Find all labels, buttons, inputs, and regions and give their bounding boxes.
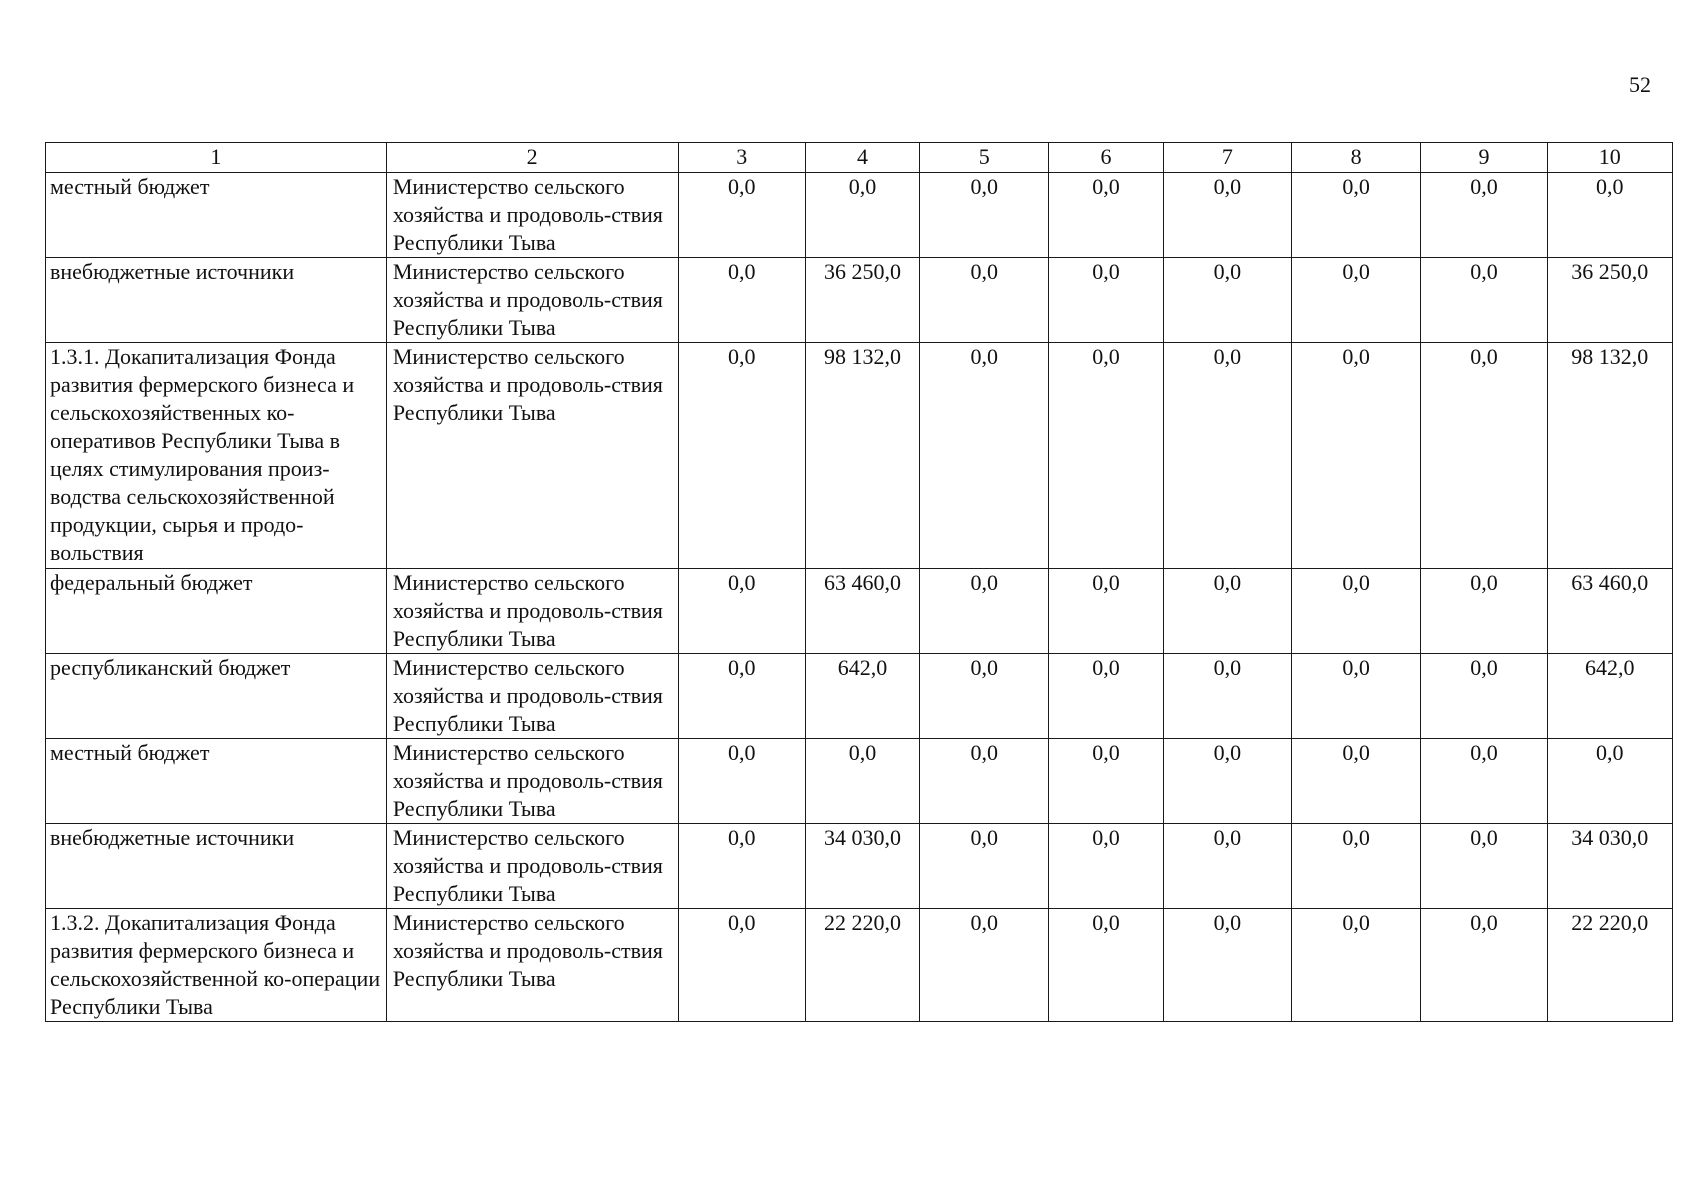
row-value: 22 220,0 <box>805 909 919 1022</box>
column-header: 10 <box>1547 143 1672 173</box>
row-executor: Министерство сельского хозяйства и продоволь-ствия Республики Тыва <box>386 569 678 654</box>
row-value: 0,0 <box>1421 173 1547 258</box>
row-value: 0,0 <box>1421 258 1547 343</box>
table-row <box>46 569 1673 654</box>
row-value: 0,0 <box>1049 258 1163 343</box>
row-value: 0,0 <box>678 739 805 824</box>
row-executor: Министерство сельского хозяйства и продоволь-ствия Республики Тыва <box>386 824 678 909</box>
row-value: 0,0 <box>1163 739 1291 824</box>
row-value: 0,0 <box>1049 739 1163 824</box>
row-executor: Министерство сельского хозяйства и продоволь-ствия Республики Тыва <box>386 258 678 343</box>
row-name: местный бюджет <box>46 739 387 824</box>
column-header: 5 <box>920 143 1049 173</box>
table-row <box>46 258 1673 343</box>
table-row <box>46 909 1673 1022</box>
financing-table <box>45 142 1673 1022</box>
row-value: 0,0 <box>1421 343 1547 569</box>
row-value: 0,0 <box>1547 173 1672 258</box>
row-value: 22 220,0 <box>1547 909 1672 1022</box>
row-value: 0,0 <box>1163 654 1291 739</box>
table-row <box>46 173 1673 258</box>
table-row <box>46 343 1673 569</box>
column-header: 1 <box>46 143 387 173</box>
row-value: 0,0 <box>678 569 805 654</box>
row-value: 0,0 <box>805 173 919 258</box>
table-row <box>46 824 1673 909</box>
column-header: 6 <box>1049 143 1163 173</box>
row-value: 0,0 <box>1163 824 1291 909</box>
row-value: 0,0 <box>1163 173 1291 258</box>
row-value: 0,0 <box>1163 569 1291 654</box>
row-value: 0,0 <box>1421 654 1547 739</box>
row-value: 0,0 <box>1292 824 1421 909</box>
row-value: 0,0 <box>1421 824 1547 909</box>
row-name: местный бюджет <box>46 173 387 258</box>
row-value: 0,0 <box>1292 909 1421 1022</box>
row-value: 0,0 <box>678 654 805 739</box>
page-number: 52 <box>1629 72 1651 97</box>
row-value: 0,0 <box>1163 909 1291 1022</box>
row-value: 0,0 <box>1163 343 1291 569</box>
row-value: 0,0 <box>678 909 805 1022</box>
row-value: 0,0 <box>1049 569 1163 654</box>
row-value: 0,0 <box>920 569 1049 654</box>
header-row <box>46 143 1673 173</box>
table-row <box>46 654 1673 739</box>
row-value: 0,0 <box>1292 258 1421 343</box>
row-executor: Министерство сельского хозяйства и продоволь-ствия Республики Тыва <box>386 739 678 824</box>
row-name: внебюджетные источники <box>46 824 387 909</box>
row-value: 0,0 <box>1421 739 1547 824</box>
row-value: 0,0 <box>678 343 805 569</box>
row-value: 0,0 <box>1049 824 1163 909</box>
column-header: 8 <box>1292 143 1421 173</box>
row-value: 642,0 <box>805 654 919 739</box>
row-value: 0,0 <box>1421 909 1547 1022</box>
row-value: 0,0 <box>920 739 1049 824</box>
row-value: 0,0 <box>920 173 1049 258</box>
column-header: 3 <box>678 143 805 173</box>
row-value: 0,0 <box>920 654 1049 739</box>
row-value: 0,0 <box>920 343 1049 569</box>
row-executor: Министерство сельского хозяйства и продоволь-ствия Республики Тыва <box>386 343 678 569</box>
row-value: 0,0 <box>1049 654 1163 739</box>
row-value: 0,0 <box>1049 909 1163 1022</box>
table-row <box>46 739 1673 824</box>
row-value: 98 132,0 <box>1547 343 1672 569</box>
row-value: 36 250,0 <box>1547 258 1672 343</box>
row-value: 0,0 <box>920 258 1049 343</box>
row-name: 1.3.1. Докапитализация Фонда развития фермерского бизнеса и сельскохозяйственных ко-оперативов Республики Тыва в целях стимулирования произ-водства сельскохозяйственной продукции, сырья и продо-вольствия <box>46 343 387 569</box>
row-name: республиканский бюджет <box>46 654 387 739</box>
row-value: 0,0 <box>1421 569 1547 654</box>
row-value: 0,0 <box>1292 654 1421 739</box>
row-value: 0,0 <box>678 824 805 909</box>
row-value: 63 460,0 <box>1547 569 1672 654</box>
row-value: 34 030,0 <box>1547 824 1672 909</box>
column-header: 9 <box>1421 143 1547 173</box>
row-name: 1.3.2. Докапитализация Фонда развития фермерского бизнеса и сельскохозяйственной ко-операции Республики Тыва <box>46 909 387 1022</box>
column-header: 4 <box>805 143 919 173</box>
row-value: 0,0 <box>678 173 805 258</box>
row-value: 0,0 <box>1049 343 1163 569</box>
row-value: 0,0 <box>1049 173 1163 258</box>
row-name: федеральный бюджет <box>46 569 387 654</box>
row-value: 0,0 <box>1292 173 1421 258</box>
row-value: 0,0 <box>1292 343 1421 569</box>
row-value: 34 030,0 <box>805 824 919 909</box>
row-value: 0,0 <box>1292 569 1421 654</box>
row-executor: Министерство сельского хозяйства и продоволь-ствия Республики Тыва <box>386 654 678 739</box>
column-header: 2 <box>386 143 678 173</box>
row-value: 642,0 <box>1547 654 1672 739</box>
row-value: 98 132,0 <box>805 343 919 569</box>
row-name: внебюджетные источники <box>46 258 387 343</box>
row-value: 0,0 <box>1292 739 1421 824</box>
row-value: 0,0 <box>920 824 1049 909</box>
column-header: 7 <box>1163 143 1291 173</box>
row-value: 0,0 <box>805 739 919 824</box>
row-executor: Министерство сельского хозяйства и продоволь-ствия Республики Тыва <box>386 173 678 258</box>
row-value: 36 250,0 <box>805 258 919 343</box>
row-value: 0,0 <box>920 909 1049 1022</box>
row-value: 0,0 <box>678 258 805 343</box>
row-value: 0,0 <box>1547 739 1672 824</box>
row-value: 63 460,0 <box>805 569 919 654</box>
row-executor: Министерство сельского хозяйства и продоволь-ствия Республики Тыва <box>386 909 678 1022</box>
row-value: 0,0 <box>1163 258 1291 343</box>
